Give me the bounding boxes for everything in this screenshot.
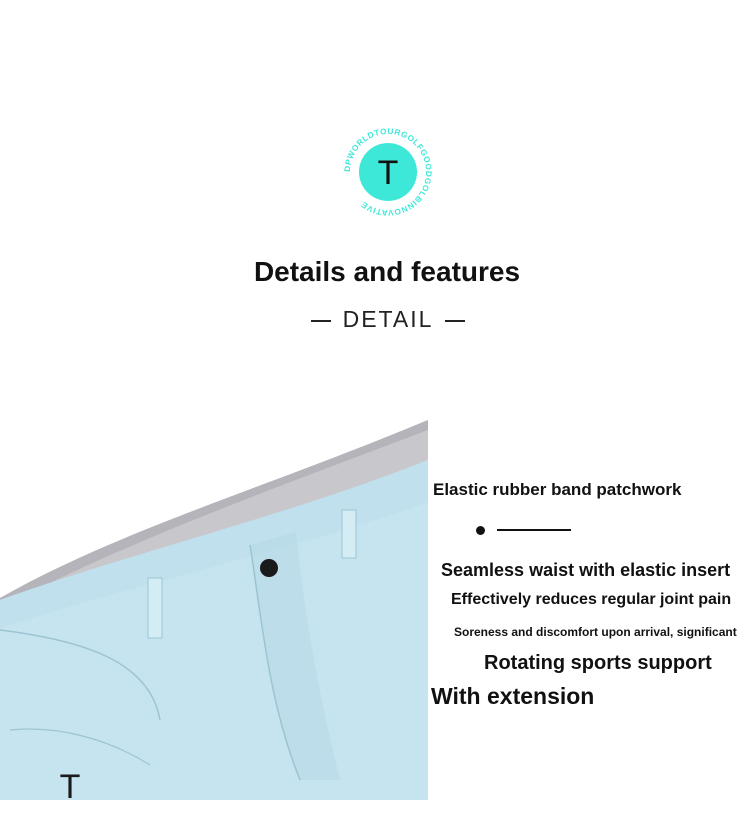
golf-shorts-photo-icon: [0, 420, 428, 800]
shorts-logo-letter: T: [59, 768, 81, 800]
brand-logo-icon: [342, 126, 434, 218]
bullet-dot: [476, 526, 485, 535]
feature-elastic-band: Elastic rubber band patchwork: [433, 480, 682, 499]
logo-ring-text: DPWORLDTOURGOLFGOODGOLBINNOVATIVE: [342, 126, 434, 218]
feature-extension: With extension: [431, 683, 595, 709]
right-dash: [445, 320, 465, 322]
feature-soreness: Soreness and discomfort upon arrival, significant: [454, 625, 737, 639]
section-title: Details and features: [253, 256, 521, 287]
logo-letter: T: [377, 154, 399, 192]
brand-logo: [342, 126, 434, 218]
feature-rotating-support: Rotating sports support: [484, 652, 712, 674]
section-subtitle: [0, 306, 750, 333]
left-dash: [311, 320, 331, 322]
bullet-line: [497, 529, 571, 531]
feature-seamless-waist: Seamless waist with elastic insert: [441, 560, 731, 580]
feature-joint-pain: Effectively reduces regular joint pain: [451, 591, 732, 608]
product-photo: [0, 420, 428, 800]
subtitle-text: DETAIL: [342, 306, 434, 332]
